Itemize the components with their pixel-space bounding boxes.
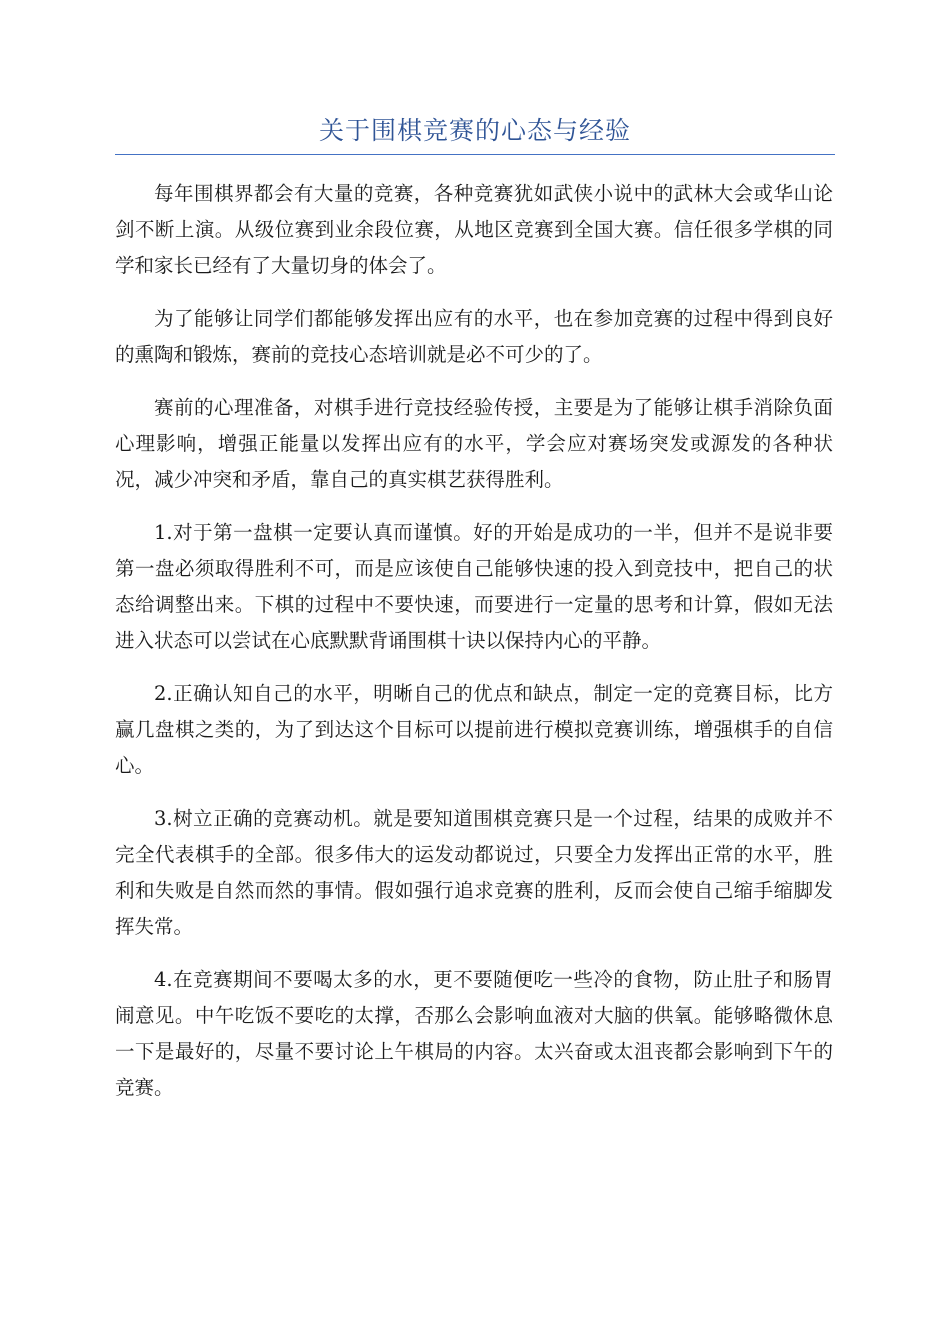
paragraph-preparation: 赛前的心理准备，对棋手进行竞技经验传授，主要是为了能够让棋手消除负面心理影响，增强正能量以发挥出应有的水平，学会应对赛场突发或源发的各种状况，减少冲突和矛盾，靠自己的真实棋艺获得胜利。	[115, 396, 833, 491]
document-body	[115, 176, 833, 1123]
paragraph-point-3: 3.树立正确的竞赛动机。就是要知道围棋竞赛只是一个过程，结果的成败并不完全代表棋手的全部。很多伟大的运发动都说过，只要全力发挥出正常的水平，胜利和失败是自然而然的事情。假如强行追求竞赛的胜利，反而会使自己缩手缩脚发挥失常。	[115, 807, 833, 938]
paragraph-purpose: 为了能够让同学们都能够发挥出应有的水平，也在参加竞赛的过程中得到良好的熏陶和锻炼，赛前的竞技心态培训就是必不可少的了。	[115, 307, 833, 366]
paragraph-point-4: 4.在竞赛期间不要喝太多的水，更不要随便吃一些冷的食物，防止肚子和肠胃闹意见。中午吃饭不要吃的太撑，否那么会影响血液对大脑的供氧。能够略微休息一下是最好的，尽量不要讨论上午棋局的内容。太兴奋或太沮丧都会影响到下午的竞赛。	[115, 968, 833, 1099]
paragraph-point-2: 2.正确认知自己的水平，明晰自己的优点和缺点，制定一定的竞赛目标，比方赢几盘棋之类的，为了到达这个目标可以提前进行模拟竞赛训练，增强棋手的自信心。	[115, 682, 833, 777]
paragraph-intro: 每年围棋界都会有大量的竞赛，各种竞赛犹如武侠小说中的武林大会或华山论剑不断上演。从级位赛到业余段位赛，从地区竞赛到全国大赛。信任很多学棋的同学和家长已经有了大量切身的体会了。	[115, 182, 833, 277]
title-underline	[115, 154, 835, 155]
paragraph-point-1: 1.对于第一盘棋一定要认真而谨慎。好的开始是成功的一半，但并不是说非要第一盘必须取得胜利不可，而是应该使自己能够快速的投入到竞技中，把自己的状态给调整出来。下棋的过程中不要快速，而要进行一定量的思考和计算，假如无法进入状态可以尝试在心底默默背诵围棋十诀以保持内心的平静。	[115, 521, 833, 652]
title-container	[115, 112, 835, 150]
document-title: 关于围棋竞赛的心态与经验	[318, 116, 631, 145]
